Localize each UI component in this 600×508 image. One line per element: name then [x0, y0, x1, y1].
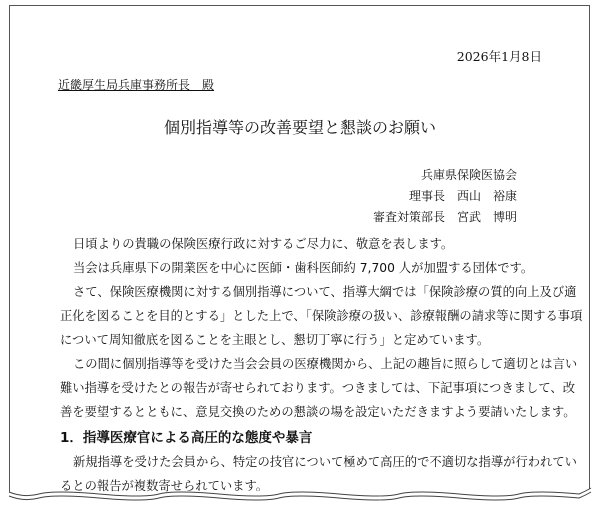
- section-heading: 1．指導医療官による高圧的な態度や暴言: [60, 430, 313, 446]
- body-line: 正化を図ることを目的とする」とした上で、「保険診療の扱い、診療報酬の請求等に関する事項: [60, 309, 583, 323]
- section-line: 新規指導を受けた会員から、特定の技官について極めて高圧的で不適切な指導が行われてい: [73, 455, 577, 469]
- body-line: さて、保険医療機関に対する個別指導について、指導大綱では「保険診療の質的向上及び適: [73, 285, 577, 299]
- document-date: 2026年1月8日: [456, 49, 542, 64]
- body-line: について周知徹底を図ることを主眼とし、懇切丁寧に行う」と定めています。: [60, 333, 490, 347]
- addressee: 近畿厚生局兵庫事務所長 殿: [58, 78, 215, 92]
- body-line: 日頃よりの貴職の保険医療行政に対するご尽力に、敬意を表します。: [73, 237, 454, 251]
- body-line: この間に個別指導等を受けた当会会員の医療機関から、上記の趣旨に照らして適切とは言い: [73, 357, 578, 371]
- sender-organization: 兵庫県保険医協会: [420, 168, 517, 182]
- document-title: 個別指導等の改善要望と懇談のお願い: [163, 118, 436, 137]
- section-line: るとの報告が複数寄せられています。: [60, 479, 269, 493]
- body-line: 難い指導を受けたとの報告が寄せられております。つきましては、下記事項につきまして、改: [60, 381, 575, 395]
- body-line: 善を要望するとともに、意見交換のための懇談の場を設定いただきますよう要請いたします。: [60, 405, 576, 419]
- torn-edge-wave: [0, 484, 600, 508]
- sender-chair: 理事長 西山 裕康: [408, 189, 517, 203]
- sender-director: 審査対策部長 宮武 博明: [372, 210, 517, 224]
- body-line: 当会は兵庫県下の開業医を中心に医師・歯科医師約 7,700 人が加盟する団体です。: [73, 261, 534, 275]
